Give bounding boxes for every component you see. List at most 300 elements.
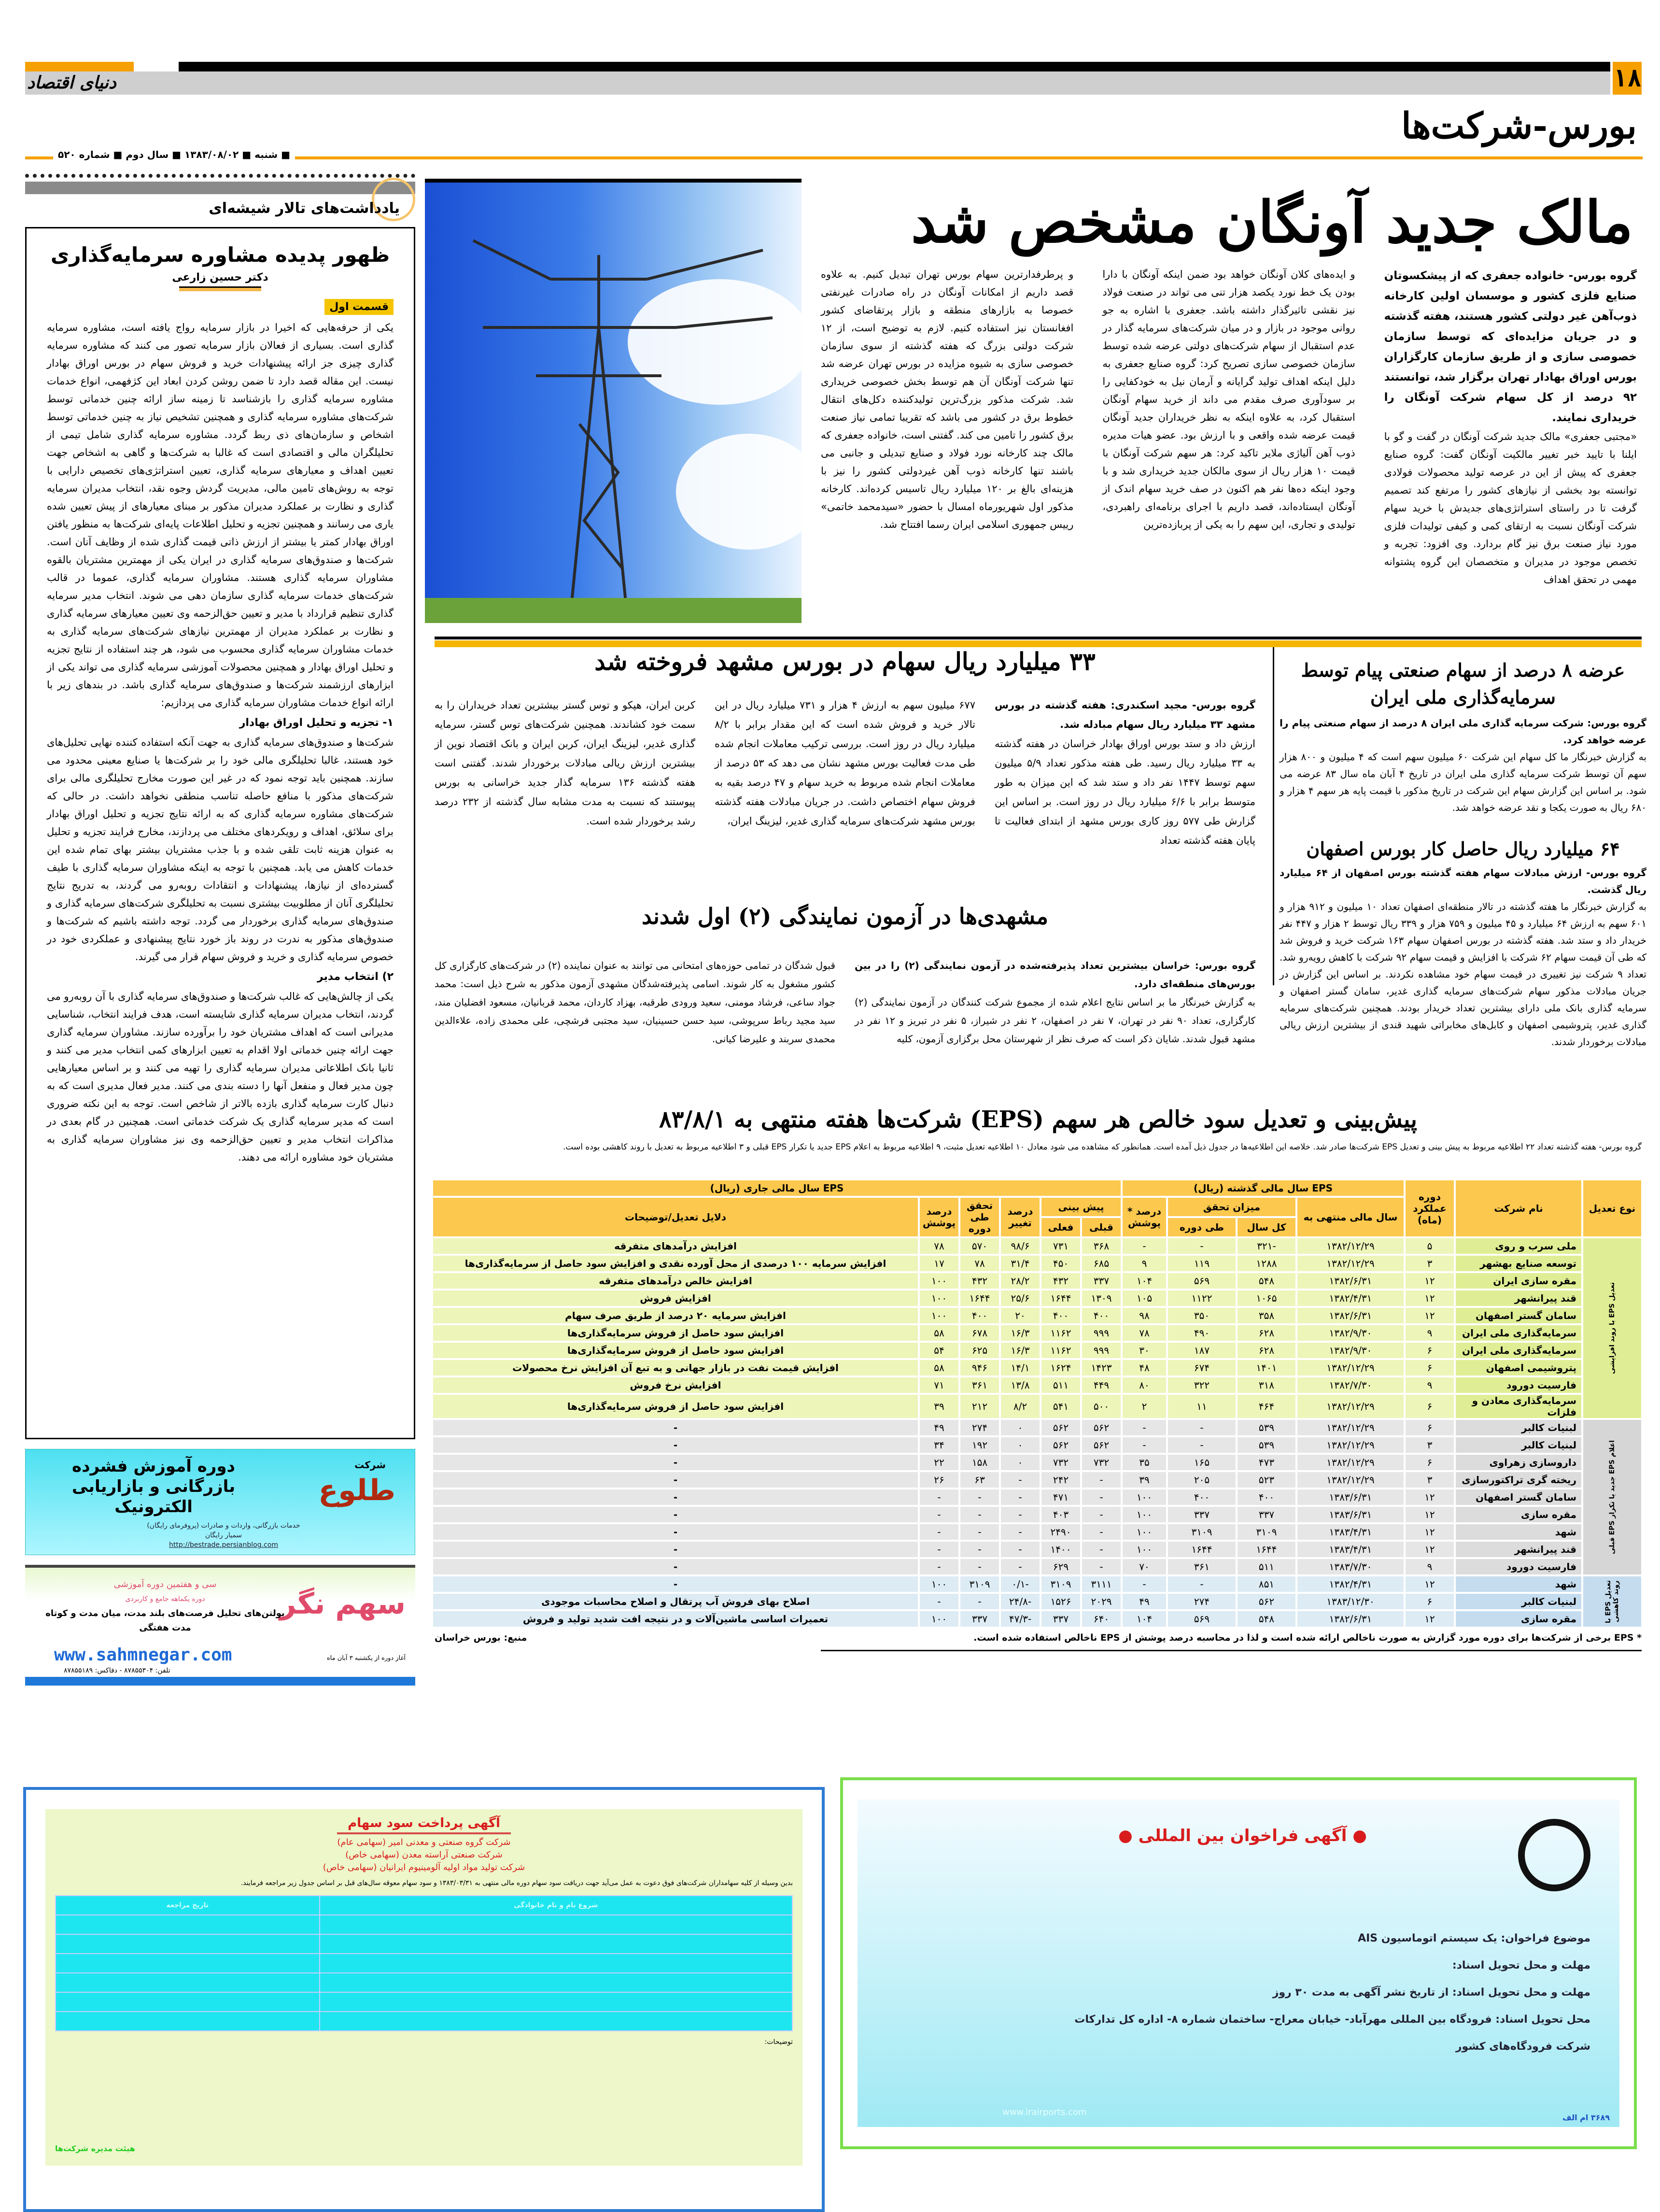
cell-change: -۰/۱: [1001, 1576, 1040, 1592]
cell-coverage: -: [920, 1594, 958, 1609]
cell-full-year: ۶۲۸: [1238, 1325, 1295, 1341]
tender-url-link[interactable]: www.irairports.com: [1002, 2107, 1087, 2117]
cell-fy-end: ۱۳۸۳/۷/۳۰: [1297, 1559, 1404, 1574]
cell-current: ۵۱۱: [1041, 1377, 1080, 1393]
cell-company: داروسازی زهراوی: [1456, 1455, 1581, 1470]
cell-reason: -: [433, 1472, 918, 1488]
notice-intro: بدین وسیله از کلیه سهامداران شرکت‌های فوق دعوت به عمل می‌آید جهت دریافت سود سهام دوره مالی منتهی به ۱۳۸۳/۰۳/۳۱ و سود سهام معوقه سال‌های قبل بر اساس جدول زیر مراجعه فرمایند.: [240, 1879, 793, 1887]
table-row: [433, 1524, 1641, 1540]
cell-fy-end: ۱۳۸۳/۴/۳۱: [1297, 1542, 1404, 1557]
cell-reason: افزایش قیمت نفت در بازار جهانی و به تبع آن افزایش نرخ محصولات: [433, 1360, 918, 1375]
exam-headline: مشهدی‌ها در آزمون نمایندگی (۲) اول شدند: [641, 903, 1049, 929]
cell-coverage: ۲۶: [920, 1472, 958, 1488]
col-full-year: کل سال: [1238, 1218, 1295, 1236]
cell-change: ۹۸/۶: [1001, 1238, 1040, 1254]
group-label: تعدیل EPS با روند افزایشی: [1583, 1238, 1641, 1418]
tender-code: ۳۶۸۹ ام الف: [1562, 2113, 1610, 2122]
main-article-body: [821, 266, 1637, 613]
cell-period: ۳: [1406, 1256, 1454, 1271]
ad-title: دوره آموزش فشرده بازرگانی و بازاریابی الکترونیک: [71, 1457, 236, 1517]
cell-previous: ۶۴۰: [1082, 1611, 1121, 1627]
cell-realized: ۴۰۰: [960, 1308, 999, 1323]
cell-fy-end: ۱۳۸۲/۱۲/۲۹: [1297, 1395, 1404, 1418]
cell-full-year: ۱۴۰۱: [1238, 1360, 1295, 1375]
cell-full-year: ۵۳۹: [1238, 1437, 1295, 1453]
article-lead: گروه بورس- مجید اسکندری: هفته گذشته در بورس مشهد ۳۳ میلیارد ریال سهام مبادله شد.: [995, 699, 1255, 730]
transmission-tower-icon: [425, 183, 802, 623]
cell-realized: -: [960, 1524, 999, 1540]
cell-company: فارسیت دورود: [1456, 1377, 1581, 1393]
cell-previous: ۵۶۲: [1082, 1420, 1121, 1435]
cell-previous: ۳۶۸: [1082, 1238, 1121, 1254]
cell-change: -: [1001, 1489, 1040, 1505]
cell-prev-cov: -: [1123, 1238, 1166, 1254]
table-row: [433, 1325, 1641, 1341]
cell-reason: -: [433, 1576, 918, 1592]
article-paragraph: کربن ایران، هپکو و توس گستر بیشترین تعداد خریداران را به سمت خود کشاندند. همچنین شرکت‌های توس گستر، سرمایه گذاری غدیر، لیزینگ ایران، کربن ایران و بانک اقتصاد نوین از بیشترین ارزش ریالی مبادلات برخوردار شدند. گفتنی است هفته گذشته ۱۳۶ سرمایه گذار جدید خراسانی به بورس پیوستند که نسبت به مدت مشابه سال گذشته از ۲۳۲ درصد رشد برخوردار شده است.: [435, 699, 695, 827]
cell-company: مقره سازی: [1456, 1611, 1581, 1627]
cell-full-year: ۴۷۳: [1238, 1455, 1295, 1470]
cell-full-year: ۱۰۶۵: [1238, 1290, 1295, 1306]
cell-prev-cov: ۱۰۴: [1123, 1273, 1166, 1289]
cell-reason: افزایش سرمایه ۲۰ درصد از طریق صرف سهام: [433, 1308, 918, 1323]
section-rule: [435, 637, 1642, 639]
cell-company: شهد: [1456, 1576, 1581, 1592]
tender-deadline: مهلت و محل تحویل اسناد: از تاریخ نشر آگهی به مدت ۳۰ روز: [1272, 1986, 1590, 1999]
table-row: [433, 1273, 1641, 1289]
cell-realized: -: [960, 1507, 999, 1522]
dotted-divider: [25, 174, 415, 178]
column-section-label: یادداشت‌های تالار شیشه‌ای: [209, 200, 400, 217]
masthead-black-bar: [179, 62, 1610, 71]
cell-period: ۹: [1406, 1325, 1454, 1341]
cell-current: ۱۶۲۴: [1041, 1360, 1080, 1375]
cell-company: فارسیت دورود: [1456, 1559, 1581, 1574]
cell-full-year: ۳۳۷: [1238, 1507, 1295, 1522]
cell-in-period: ۱۱۹: [1168, 1256, 1236, 1271]
cell-previous: ۱۴۲۳: [1082, 1360, 1121, 1375]
col-type: نوع تعدیل: [1583, 1180, 1641, 1236]
cell-in-period: -: [1168, 1238, 1236, 1254]
col-group-cur: EPS سال مالی جاری (ریال): [433, 1180, 1121, 1196]
cell-prev-cov: -: [1123, 1576, 1166, 1592]
cell-fy-end: ۱۳۸۳/۶/۳۱: [1297, 1489, 1404, 1505]
ad-url-link[interactable]: www.sahmnegar.com: [54, 1645, 232, 1665]
cell-in-period: ۳۶۱: [1168, 1559, 1236, 1574]
group-label: اعلام EPS جدید یا تکرار EPS قبلی: [1583, 1420, 1641, 1574]
column-header-bar: [25, 182, 415, 194]
cell-change: -: [1001, 1559, 1040, 1574]
cell-in-period: ۳۵۰: [1168, 1308, 1236, 1323]
cell-period: ۱۲: [1406, 1576, 1454, 1592]
cell-company: پتروشیمی اصفهان: [1456, 1360, 1581, 1375]
cell-previous: -: [1082, 1489, 1121, 1505]
cell-realized: ۳۱۰۹: [960, 1576, 999, 1592]
col-group-prev: EPS سال مالی گذشته (ریال): [1123, 1180, 1404, 1196]
cell-current: ۷۳۲: [1041, 1455, 1080, 1470]
cell-reason: افزایش نرخ فروش: [433, 1377, 918, 1393]
cell-period: ۶: [1406, 1455, 1454, 1470]
page-number: ۱۸: [1613, 62, 1642, 95]
cell-company: قند پیرانشهر: [1456, 1542, 1581, 1557]
notice-signature: هیئت مدیره شرکت‌ها: [55, 2144, 135, 2153]
cell-full-year: ۴۶۴: [1238, 1395, 1295, 1418]
newspaper-logo: دنیای اقتصاد: [27, 72, 116, 93]
cell-prev-cov: -: [1123, 1437, 1166, 1453]
cell-in-period: ۴۹۰: [1168, 1325, 1236, 1341]
notice-notes-label: توضیحات:: [764, 2038, 793, 2046]
cell-current: ۷۳۱: [1041, 1238, 1080, 1254]
cell-current: ۵۴۱: [1041, 1395, 1080, 1418]
article-lead: گروه بورس- خانواده جعفری که از پیشکسوتان صنایع فلزی کشور و موسسان اولین کارخانه ذوب‌آهن غیر دولتی کشور هستند، هفته گذشته و در جریان مزایده‌ای که توسط سازمان خصوصی سازی و از طریق سازمان کارگزاران بورس اوراق بهادار تهران برگزار شد، توانستند ۹۲ درصد از کل سهام شرکت آونگان را خریداری نمایند.: [1384, 269, 1637, 424]
cell-realized: ۴۳۲: [960, 1273, 999, 1289]
cell-prev-cov: -: [1123, 1420, 1166, 1435]
cell-in-period: ۵۶۹: [1168, 1611, 1236, 1627]
cell-previous: ۴۰۰: [1082, 1308, 1121, 1323]
cell-full-year: ۴۰۰: [1238, 1489, 1295, 1505]
cell-in-period: ۱۶۵: [1168, 1455, 1236, 1470]
table-row: [433, 1437, 1641, 1453]
cell-reason: افزایش سود حاصل از فروش سرمایه‌گذاری‌ها: [433, 1325, 918, 1341]
cell-company: سرمایه‌گذاری ملی ایران: [1456, 1325, 1581, 1341]
cell-coverage: ۱۷: [920, 1256, 958, 1271]
cell-realized: -: [960, 1489, 999, 1505]
cell-prev-cov: ۴۸: [1123, 1360, 1166, 1375]
cell-prev-cov: ۳۰: [1123, 1343, 1166, 1358]
cell-period: ۶: [1406, 1594, 1454, 1609]
cell-coverage: ۲۲: [920, 1455, 958, 1470]
cell-change: -۴۷/۳: [1001, 1611, 1040, 1627]
notice-company: شرکت تولید مواد اولیه آلومینیوم ایرانیان (سهامی خاص): [323, 1862, 525, 1872]
cell-company: شهد: [1456, 1524, 1581, 1540]
cell-current: ۲۴۹۰: [1041, 1524, 1080, 1540]
cell-period: ۳: [1406, 1472, 1454, 1488]
cell-prev-cov: ۹: [1123, 1256, 1166, 1271]
col-coverage: درصد پوشش: [920, 1198, 958, 1236]
cell-fy-end: ۱۳۸۲/۱۲/۲۹: [1297, 1360, 1404, 1375]
cell-coverage: -: [920, 1559, 958, 1574]
part-badge: قسمت اول: [324, 299, 394, 315]
cell-change: ۲۵/۶: [1001, 1290, 1040, 1306]
cell-current: ۶۲۹: [1041, 1559, 1080, 1574]
cell-change: ۰: [1001, 1437, 1040, 1453]
cell-prev-cov: ۱۰۰: [1123, 1542, 1166, 1557]
cell-realized: ۱۹۲: [960, 1437, 999, 1453]
cell-full-year: ۵۱۱: [1238, 1559, 1295, 1574]
cell-period: ۶: [1406, 1420, 1454, 1435]
cell-coverage: ۵۸: [920, 1360, 958, 1375]
table-row: [433, 1594, 1641, 1609]
cell-realized: ۶۲۵: [960, 1343, 999, 1358]
cell-previous: ۶۸۵: [1082, 1256, 1121, 1271]
table-row: [433, 1472, 1641, 1488]
article-subhead: ۱- تجزیه و تحلیل اوراق بهادار: [239, 717, 394, 729]
cell-full-year: ۵۴۸: [1238, 1273, 1295, 1289]
col-forecast: پیش بینی: [1041, 1198, 1121, 1216]
isfahan-headline: ۶۴ میلیارد ریال حاصل کار بورس اصفهان: [1306, 838, 1620, 860]
cell-coverage: ۵۸: [920, 1325, 958, 1341]
cell-coverage: -: [920, 1507, 958, 1522]
article-paragraph: به گزارش خبرنگار ما هفته گذشته در تالار منطقه‌ای اصفهان تعداد ۱۰ میلیون و ۹۱۲ هزار و ۶۰۱ سهم به ارزش ۶۴ میلیارد و ۴۵ میلیون و ۷۵۹ هزار و ۳۳۹ ریال توسط ۲ هزار و ۴۴۷ نفر خریدار داد و ستد شد. هفته گذشته در بورس اصفهان سهام ۱۶۳ شرکت خرید و فروش شد که طی آن قیمت سهام ۶۲ شرکت با افزایش و قیمت سهام ۹۲ شرکت با کاهش رویه‌رو شد. تعداد ۹ شرکت نیز تغییری در قیمت سهام خود مشاهده نکردند. بر اساس این گزارش در جریان مبادلات مذکور سهام شرکت‌های سرمایه گذاری غدیر، سامان گستر اصفهان و سرمایه گذاری بانک ملی دارای بیشترین تعداد خریدار بودند. همچنین شرکت‌های سرمایه گذاری غدیر، پتروشیمی اصفهان و کابل‌های مخابراتی شهید قندی از بیشترین ارزش ریالی مبادلات برخوردار شدند.: [1280, 901, 1647, 1048]
cell-realized: ۳۶۱: [960, 1377, 999, 1393]
tender-subject: موضوع فراخوان: یک سیستم اتوماسیون AIS: [1358, 1932, 1590, 1944]
cell-previous: ۳۱۱۱: [1082, 1576, 1121, 1592]
cell-current: ۱۱۶۲: [1041, 1343, 1080, 1358]
cell-fy-end: ۱۳۸۲/۱۲/۲۹: [1297, 1472, 1404, 1488]
cell-prev-cov: ۱۰۵: [1123, 1290, 1166, 1306]
cell-previous: ۹۹۹: [1082, 1343, 1121, 1358]
issue-line: ■ شنبه ■ ۱۳۸۳/۰۸/۰۲ ■ سال دوم ■ شماره ۵۲۰: [53, 149, 295, 160]
cell-company: لبنیات کالبر: [1456, 1594, 1581, 1609]
airports-logo-icon: [1518, 1819, 1590, 1891]
article-paragraph: به گزارش خبرنگار ما کل سهام این شرکت ۶۰ میلیون سهم است که ۴ میلیون و ۸۰۰ هزار سهم آن توسط شرکت سرمایه گذاری ملی ایران در تاریخ ۴ آبان ماه سال ۸۳ عرضه می شود. بر اساس این گزارش سهام این شرکت در تاریخ مذکور با قیمت پایه هر سهم ۴ هزار و ۶۸۰ ریال به صورت یکجا و نقد عرضه خواهد شد.: [1280, 751, 1647, 813]
cell-period: ۶: [1406, 1395, 1454, 1418]
cell-full-year: ۵۲۳: [1238, 1472, 1295, 1488]
col-company: نام شرکت: [1456, 1180, 1581, 1236]
cell-reason: افزایش سرمایه ۱۰۰ درصدی از محل آورده نقدی و افزایش سود حاصل از سرمایه‌گذاری‌ها: [433, 1256, 918, 1271]
cell-fy-end: ۱۳۸۲/۹/۳۰: [1297, 1325, 1404, 1341]
cell-fy-end: ۱۳۸۲/۱۲/۲۹: [1297, 1455, 1404, 1470]
cell-company: توسعه صنایع بهشهر: [1456, 1256, 1581, 1271]
cell-change: -: [1001, 1472, 1040, 1488]
cell-full-year: ۱۶۴۴: [1238, 1542, 1295, 1557]
ad-url-link[interactable]: http://bestrade.persianblog.com: [169, 1541, 278, 1549]
cell-prev-cov: ۳۹: [1123, 1472, 1166, 1488]
ad-contact: سمیار رایگان: [205, 1531, 242, 1539]
cell-realized: ۹۴۶: [960, 1360, 999, 1375]
cell-full-year: ۳۵۸: [1238, 1308, 1295, 1323]
section-rule-accent: [435, 640, 1642, 647]
table-row: [433, 1507, 1641, 1522]
tender-location: محل تحویل اسناد: فرودگاه بین المللی مهرآباد- خیابان معراج- ساختمان شماره ۸- اداره کل تدارکات: [1074, 2013, 1590, 2026]
cell-full-year: ۸۵۱: [1238, 1576, 1295, 1592]
table-row: [433, 1308, 1641, 1323]
tender-company: شرکت فرودگاه‌های کشور: [1455, 2041, 1590, 2053]
footnote-rule: [821, 1650, 1642, 1651]
cell-fy-end: ۱۳۸۲/۹/۳۰: [1297, 1343, 1404, 1358]
ad-sahmnegar[interactable]: [25, 1565, 415, 1686]
cell-period: ۱۲: [1406, 1507, 1454, 1522]
cell-in-period: ۲۷۴: [1168, 1594, 1236, 1609]
ad-tolou[interactable]: [25, 1449, 415, 1555]
cell-previous: -: [1082, 1507, 1121, 1522]
cell-coverage: -: [920, 1542, 958, 1557]
cell-company: ریخته گری تراکتورسازی: [1456, 1472, 1581, 1488]
cell-current: ۵۶۲: [1041, 1420, 1080, 1435]
cell-change: ۱۳/۸: [1001, 1377, 1040, 1393]
cell-prev-cov: ۱۰۰: [1123, 1507, 1166, 1522]
cell-current: ۵۶۲: [1041, 1437, 1080, 1453]
table-row: [433, 1238, 1641, 1254]
ad-line: سی و هفتمین دوره آموزشی: [113, 1579, 217, 1589]
cell-full-year: ۳۱۰۹: [1238, 1524, 1295, 1540]
table-row: [433, 1489, 1641, 1505]
notice-table-header: شروع نام و نام خانوادگی: [320, 1896, 792, 1915]
cell-current: ۴۷۱: [1041, 1489, 1080, 1505]
col-period: دوره عملکرد (ماه): [1406, 1180, 1454, 1236]
article-lead: گروه بورس- ارزش مبادلات سهام هفته گذشته بورس اصفهان از ۶۴ میلیارد ریال گذشت.: [1280, 867, 1646, 895]
table-row: [433, 1290, 1641, 1306]
cell-in-period: ۳۱۰۹: [1168, 1524, 1236, 1540]
cell-reason: -: [433, 1542, 918, 1557]
cell-change: ۸/۲: [1001, 1395, 1040, 1418]
cell-fy-end: ۱۳۸۲/۶/۳۱: [1297, 1273, 1404, 1289]
cell-change: -: [1001, 1507, 1040, 1522]
cell-coverage: ۱۰۰: [920, 1273, 958, 1289]
cell-realized: -: [960, 1559, 999, 1574]
ad-note: آغاز دوره از یکشنبه ۳ آبان ماه: [326, 1655, 406, 1662]
cell-fy-end: ۱۳۸۲/۴/۳۱: [1297, 1290, 1404, 1306]
col-prev-coverage: درصد * پوشش: [1123, 1198, 1166, 1236]
cell-prev-cov: ۳۵: [1123, 1455, 1166, 1470]
cell-period: ۱۲: [1406, 1489, 1454, 1505]
cell-prev-cov: ۸۰: [1123, 1377, 1166, 1393]
cell-in-period: ۱۱۲۲: [1168, 1290, 1236, 1306]
cell-company: ملی سرب و روی: [1456, 1238, 1581, 1254]
masthead-grey-band: [25, 71, 1610, 95]
cell-previous: ۵۶۲: [1082, 1437, 1121, 1453]
cell-prev-cov: ۴۹: [1123, 1594, 1166, 1609]
cell-period: ۱۲: [1406, 1308, 1454, 1323]
exam-article-body: [435, 956, 1255, 1048]
eps-footnote: * EPS برخی از شرکت‌ها برای دوره مورد گزارش به صورت ناخالص ارائه شده است و لذا در محاسبه درصد پوشش از EPS ناخالص استفاده شده است.: [973, 1632, 1642, 1643]
cell-fy-end: ۱۳۸۳/۱۲/۳۰: [1297, 1594, 1404, 1609]
cell-company: مقره سازی: [1456, 1507, 1581, 1522]
article-paragraph: یکی از چالش‌هایی که غالب شرکت‌ها و صندوق‌های سرمایه گذاری با آن روبه‌رو می گردند، انتخاب مدیران سرمایه گذاری شایسته است، هدف فرایند انتخاب، شناسایی مدیرانی است که اهداف مشتریان خود را برآورده سازند. مشاوران سرمایه گذاری جهت ارائه چنین خدماتی اولا اقدام به تعیین ابزارهای کمی انتخاب مدیر می کنند و ثانیا بانک اطلاعاتی مدیران سرمایه گذاری را تهیه می کنند و بر اساس معیارهایی چون مدیر فعال و منفعل آنها را دسته بندی می کنند. مدیر فعال مدیری است که به دنبال کارت سرمایه گذاری بازده بالاتر از شاخص است. توجه به این نکته ضروری است که مدیر سرمایه گذاری یک شرکت خدماتی است. همچنین در گام بعدی در مذاکرات انتخاب مدیر و تعیین حق‌الزحمه وی نیز مشاوران سرمایه گذاری به مشتریان خود مشاوره ارائه می دهند.: [47, 991, 394, 1163]
article-lead: گروه بورس: شرکت سرمایه گذاری ملی ایران ۸ درصد از سهام صنعتی پیام را عرضه خواهد کرد.: [1280, 717, 1646, 746]
opinion-article: [25, 227, 415, 1439]
cell-company: لبنیات کالبر: [1456, 1437, 1581, 1453]
notice-company: شرکت صنعتی آراسته معدن (سهامی خاص): [345, 1850, 503, 1860]
cell-reason: اصلاح بهای فروش آب پرتقال و اصلاح محاسبات موجودی: [433, 1594, 918, 1609]
article-author: دکتر حسین زارعی: [172, 271, 268, 284]
cell-in-period: -: [1168, 1420, 1236, 1435]
cell-change: ۲۰: [1001, 1308, 1040, 1323]
cell-current: ۱۱۶۲: [1041, 1325, 1080, 1341]
cell-fy-end: ۱۳۸۲/۱۲/۲۹: [1297, 1238, 1404, 1254]
table-row: [433, 1576, 1641, 1592]
ad-dividend-notice: [23, 1787, 825, 2212]
cell-realized: ۲۱۲: [960, 1395, 999, 1418]
cell-period: ۱۲: [1406, 1273, 1454, 1289]
isfahan-article-body: [1280, 865, 1646, 1050]
article-paragraph: شرکت‌ها و صندوق‌های سرمایه گذاری به جهت آنکه استفاده کننده نهایی تحلیل‌های خود هستند، غالبا تحلیلگری مالی خود را بر شرکت‌ها یا صنایع معینی محدود می سازند. همچنین باید توجه نمود که در غیر این صورت مخارج تحلیلگری مالی برای شرکت‌های مذکور با منافع حاصله تناسب منطقی نخواهد داشت. در حالی که شرکت‌های مشاوره سرمایه گذاری که به ارائه نتایج تجزیه و تحلیل اوراق بهادار برای سلائق، اهداف و رویکردهای مختلف می پردازند، مخارج فرایند تجزیه و تحلیل به عنوان هزینه ثابت تلقی شده و با جذب مشتریان بیشتر بهای تمام شده این خدمات کاهش می یابد. همچنین با توجه به اینکه مشاوران سرمایه گذاری با طیف گسترده‌ای از نیازها، پیشنهادات و انتقادات روبه‌رو می گردند، به تدریج نتایج تحلیلگری آنان از مطلوبیت بیشتری نسبت به تحلیلگری شرکت‌های سرمایه گذاری و صندوق‌های سرمایه گذاری برخوردار می گردد. توجه داشته باشیم که شرکت‌ها و صندوق‌های مذکور به ندرت در روند باز خورد نتایج پیشنهادی و عملکردی خود در خصوص سرمایه گذاری و خرید و فروش سهام قرار می گیرند.: [47, 737, 394, 963]
cell-in-period: ۵۶۹: [1168, 1273, 1236, 1289]
cell-prev-cov: ۱۰۴: [1123, 1611, 1166, 1627]
cell-realized: ۶۷۸: [960, 1325, 999, 1341]
cell-prev-cov: ۷۸: [1123, 1325, 1166, 1341]
cell-coverage: ۷۸: [920, 1238, 958, 1254]
eps-table: [431, 1178, 1643, 1629]
cell-current: ۳۱۰۹: [1041, 1576, 1080, 1592]
table-row: [433, 1377, 1641, 1393]
cell-previous: -: [1082, 1472, 1121, 1488]
cell-company: قند پیرانشهر: [1456, 1290, 1581, 1306]
cell-reason: -: [433, 1489, 918, 1505]
cell-in-period: ۱۱: [1168, 1395, 1236, 1418]
cell-current: ۱۵۲۶: [1041, 1594, 1080, 1609]
cell-period: ۱۲: [1406, 1524, 1454, 1540]
cell-coverage: -: [920, 1524, 958, 1540]
cell-fy-end: ۱۳۸۳/۶/۳۱: [1297, 1507, 1404, 1522]
cell-full-year: ۶۲۸: [1238, 1343, 1295, 1358]
notice-table: [55, 1895, 793, 2031]
payam-headline: عرضه ۸ درصد از سهام صنعتی پیام توسط سرمایه‌گذاری ملی ایران: [1301, 659, 1625, 708]
col-fy-end: سال مالی منتهی به: [1297, 1198, 1404, 1236]
cell-in-period: -: [1168, 1576, 1236, 1592]
cell-fy-end: ۱۳۸۲/۱۲/۲۹: [1297, 1437, 1404, 1453]
ad-brand: سهم نگر: [279, 1587, 406, 1621]
cell-current: ۱۶۴۴: [1041, 1290, 1080, 1306]
cell-current: ۴۳۲: [1041, 1273, 1080, 1289]
table-row: [433, 1256, 1641, 1271]
cell-coverage: ۴۹: [920, 1420, 958, 1435]
cell-previous: ۱۳۰۹: [1082, 1290, 1121, 1306]
cell-fy-end: ۱۳۸۲/۴/۳۱: [1297, 1576, 1404, 1592]
cell-change: ۱۴/۱: [1001, 1360, 1040, 1375]
ad-phone: تلفن: ۸۷۸۵۵۳۰۴ - دفاکس: ۸۷۸۵۵۱۸۹: [64, 1667, 170, 1674]
cell-period: ۹: [1406, 1559, 1454, 1574]
cell-previous: ۷۳۲: [1082, 1455, 1121, 1470]
article-paragraph: به گزارش خبرنگار ما بر اساس نتایج اعلام شده از مجموع شرکت کنندگان در آزمون نمایندگی (۲) کارگزاری، تعداد ۹۰ نفر در تهران، ۷ نفر در اصفهان، ۲ نفر در شیراز، ۵ نفر در تبریز و ۱۲ نفر در مشهد قبول شدند. شایان ذکر است که صرف نظر از شهرستان محل برگزاری آزمون، کلیه: [855, 996, 1256, 1045]
cell-realized: ۱۵۸: [960, 1455, 999, 1470]
cell-in-period: ۴۰۰: [1168, 1489, 1236, 1505]
cell-coverage: ۳۹: [920, 1395, 958, 1418]
payam-article-body: [1280, 715, 1646, 816]
cell-coverage: ۱۰۰: [920, 1308, 958, 1323]
masthead-accent-bar: [25, 62, 134, 71]
mashhad-article-body: [435, 695, 1255, 850]
cell-reason: -: [433, 1524, 918, 1540]
cell-reason: -: [433, 1437, 918, 1453]
cell-full-year: ۵۴۸: [1238, 1611, 1295, 1627]
cell-coverage: ۱۰۰: [920, 1611, 958, 1627]
ad-brand: طلوع: [318, 1474, 395, 1507]
cell-reason: -: [433, 1507, 918, 1522]
cell-period: ۱۲: [1406, 1611, 1454, 1627]
cell-full-year: -۳۲۱: [1238, 1238, 1295, 1254]
cell-change: ۰: [1001, 1420, 1040, 1435]
cell-fy-end: ۱۳۸۲/۶/۳۱: [1297, 1308, 1404, 1323]
notice-company: شرکت گروه صنعتی و معدنی امیر (سهامی عام): [337, 1837, 511, 1847]
eps-table-intro: گروه بورس- هفته گذشته تعداد ۲۲ اطلاعیه مربوط به پیش بینی و تعدیل EPS شرکت‌ها صادر شد. خلاصه این اطلاعیه‌ها در جدول ذیل آمده است. همانطور که مشاهده می شود معادل ۱۰ اطلاعیه تعدیل مثبت، ۹ اطلاعیه مربوط به اعلام EPS جدید یا تکرار EPS قبلی و ۳ اطلاعیه مربوط به تعدیل با روند کاهشی بوده است.: [563, 1142, 1642, 1152]
cell-reason: افزایش خالص درآمدهای متفرقه: [433, 1273, 918, 1289]
table-row: [433, 1542, 1641, 1557]
cell-in-period: ۳۳۷: [1168, 1507, 1236, 1522]
cell-period: ۱۲: [1406, 1290, 1454, 1306]
cell-full-year: ۵۳۹: [1238, 1420, 1295, 1435]
cell-previous: ۳۳۷: [1082, 1273, 1121, 1289]
cell-reason: افزایش سود حاصل از فروش سرمایه‌گذاری‌ها: [433, 1343, 918, 1358]
cell-coverage: ۳۴: [920, 1437, 958, 1453]
col-realized-period: تحقق طی دوره: [960, 1198, 999, 1236]
ad-line: بولتن‌های تحلیل فرصت‌های بلند مدت، میان مدت و کوتاه مدت هفتگی: [45, 1608, 285, 1633]
cell-realized: ۷۸: [960, 1256, 999, 1271]
cell-in-period: ۲۰۵: [1168, 1472, 1236, 1488]
table-row: [433, 1611, 1641, 1627]
cell-current: ۴۰۰: [1041, 1308, 1080, 1323]
cell-company: سرمایه‌گذاری ملی ایران: [1456, 1343, 1581, 1358]
cell-realized: -: [960, 1594, 999, 1609]
cell-change: ۰: [1001, 1455, 1040, 1470]
cell-company: سامان گستر اصفهان: [1456, 1489, 1581, 1505]
cell-change: ۱۶/۳: [1001, 1325, 1040, 1341]
cell-in-period: ۶۷۴: [1168, 1360, 1236, 1375]
cell-fy-end: ۱۳۸۲/۶/۳۱: [1297, 1611, 1404, 1627]
cell-reason: افزایش فروش: [433, 1290, 918, 1306]
column-separator: [1273, 647, 1274, 985]
article-title: ظهور پدیده مشاوره سرمایه‌گذاری: [50, 243, 390, 267]
